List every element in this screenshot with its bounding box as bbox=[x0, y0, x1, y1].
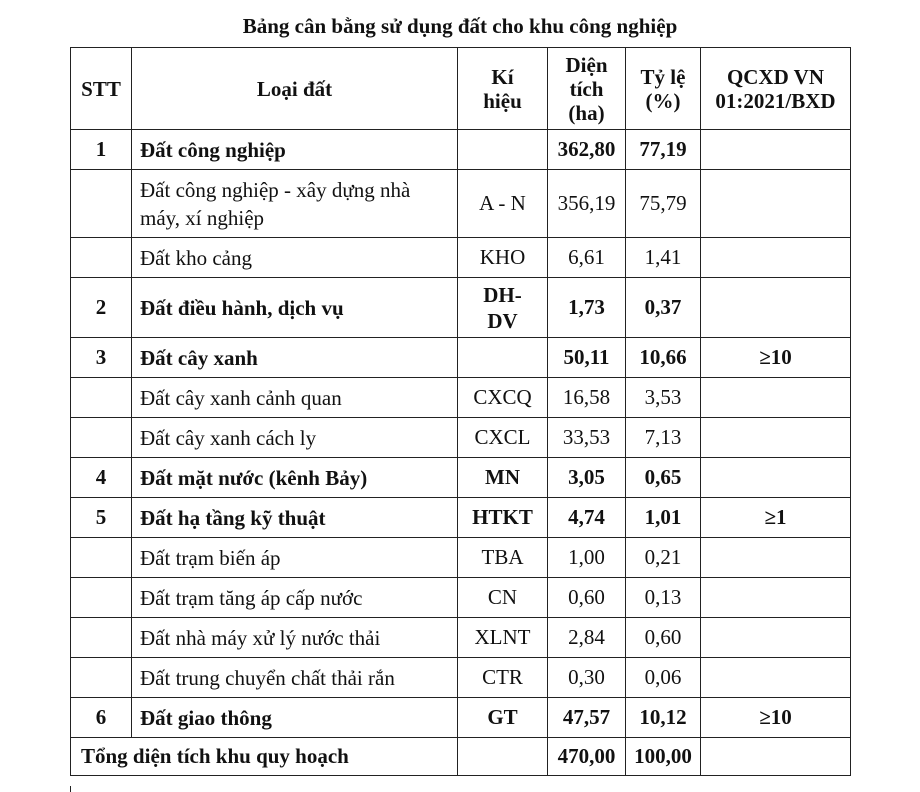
cell-ty-le: 10,12 bbox=[626, 698, 701, 738]
cell-qcxd bbox=[701, 170, 851, 238]
total-qcxd bbox=[701, 738, 851, 776]
cell-dien-tich: 0,60 bbox=[548, 578, 626, 618]
total-ki-hieu bbox=[458, 738, 548, 776]
header-loai-dat: Loại đất bbox=[132, 48, 458, 130]
total-row bbox=[71, 738, 851, 776]
land-use-table bbox=[70, 47, 851, 776]
cell-ki-hieu: TBA bbox=[458, 538, 548, 578]
cell-dien-tich: 47,57 bbox=[548, 698, 626, 738]
cell-loai-dat: Đất mặt nước (kênh Bảy) bbox=[132, 458, 458, 498]
cell-stt bbox=[71, 238, 132, 278]
cell-qcxd bbox=[701, 458, 851, 498]
cell-ki-hieu bbox=[458, 338, 548, 378]
cell-ty-le: 0,06 bbox=[626, 658, 701, 698]
cell-ki-hieu: MN bbox=[458, 458, 548, 498]
cell-qcxd bbox=[701, 278, 851, 338]
next-row-edge bbox=[70, 786, 920, 792]
cell-loai-dat: Đất điều hành, dịch vụ bbox=[132, 278, 458, 338]
cell-dien-tich: 6,61 bbox=[548, 238, 626, 278]
cell-stt: 4 bbox=[71, 458, 132, 498]
cell-loai-dat: Đất hạ tầng kỹ thuật bbox=[132, 498, 458, 538]
header-row bbox=[71, 48, 851, 130]
cell-ki-hieu bbox=[458, 130, 548, 170]
cell-dien-tich: 16,58 bbox=[548, 378, 626, 418]
cell-qcxd bbox=[701, 578, 851, 618]
cell-dien-tich: 1,73 bbox=[548, 278, 626, 338]
cell-ki-hieu: KHO bbox=[458, 238, 548, 278]
cell-loai-dat: Đất công nghiệp - xây dựng nhà máy, xí nghiệp bbox=[132, 170, 458, 238]
cell-ki-hieu: HTKT bbox=[458, 498, 548, 538]
cell-qcxd bbox=[701, 538, 851, 578]
cell-stt: 3 bbox=[71, 338, 132, 378]
cell-ki-hieu: GT bbox=[458, 698, 548, 738]
table-row bbox=[71, 498, 851, 538]
cell-stt: 2 bbox=[71, 278, 132, 338]
table-row bbox=[71, 278, 851, 338]
header-qcxd: QCXD VN 01:2021/BXD bbox=[701, 48, 851, 130]
cell-dien-tich: 356,19 bbox=[548, 170, 626, 238]
header-ki-hieu: Kí hiệu bbox=[458, 48, 548, 130]
cell-ty-le: 10,66 bbox=[626, 338, 701, 378]
cell-dien-tich: 2,84 bbox=[548, 618, 626, 658]
header-ty-le: Tỷ lệ (%) bbox=[626, 48, 701, 130]
cell-stt bbox=[71, 658, 132, 698]
table-row bbox=[71, 658, 851, 698]
cell-stt: 5 bbox=[71, 498, 132, 538]
header-dien-tich: Diện tích (ha) bbox=[548, 48, 626, 130]
total-dien-tich: 470,00 bbox=[548, 738, 626, 776]
table-row bbox=[71, 238, 851, 278]
cell-dien-tich: 3,05 bbox=[548, 458, 626, 498]
cell-ki-hieu: CTR bbox=[458, 658, 548, 698]
table-row bbox=[71, 578, 851, 618]
cell-loai-dat: Đất nhà máy xử lý nước thải bbox=[132, 618, 458, 658]
cell-ki-hieu: CXCL bbox=[458, 418, 548, 458]
cell-ty-le: 0,21 bbox=[626, 538, 701, 578]
cell-stt bbox=[71, 418, 132, 458]
cell-dien-tich: 4,74 bbox=[548, 498, 626, 538]
table-row bbox=[71, 458, 851, 498]
cell-ki-hieu: CXCQ bbox=[458, 378, 548, 418]
cell-ki-hieu: A - N bbox=[458, 170, 548, 238]
cell-stt bbox=[71, 618, 132, 658]
total-ty-le: 100,00 bbox=[626, 738, 701, 776]
header-stt: STT bbox=[71, 48, 132, 130]
total-label: Tổng diện tích khu quy hoạch bbox=[71, 738, 458, 776]
cell-dien-tich: 50,11 bbox=[548, 338, 626, 378]
cell-ki-hieu: DH-DV bbox=[458, 278, 548, 338]
cell-qcxd: ≥1 bbox=[701, 498, 851, 538]
cell-qcxd bbox=[701, 618, 851, 658]
cell-qcxd bbox=[701, 130, 851, 170]
cell-ty-le: 0,60 bbox=[626, 618, 701, 658]
cell-loai-dat: Đất công nghiệp bbox=[132, 130, 458, 170]
cell-qcxd bbox=[701, 238, 851, 278]
cell-qcxd: ≥10 bbox=[701, 338, 851, 378]
cell-ty-le: 0,65 bbox=[626, 458, 701, 498]
cell-loai-dat: Đất cây xanh cách ly bbox=[132, 418, 458, 458]
cell-stt: 6 bbox=[71, 698, 132, 738]
cell-dien-tich: 0,30 bbox=[548, 658, 626, 698]
cell-loai-dat: Đất giao thông bbox=[132, 698, 458, 738]
cell-ty-le: 1,01 bbox=[626, 498, 701, 538]
table-row bbox=[71, 130, 851, 170]
cell-dien-tich: 362,80 bbox=[548, 130, 626, 170]
cell-ty-le: 77,19 bbox=[626, 130, 701, 170]
cell-ty-le: 7,13 bbox=[626, 418, 701, 458]
cell-ty-le: 0,37 bbox=[626, 278, 701, 338]
cell-qcxd: ≥10 bbox=[701, 698, 851, 738]
cell-qcxd bbox=[701, 378, 851, 418]
cell-ty-le: 75,79 bbox=[626, 170, 701, 238]
cell-ki-hieu: XLNT bbox=[458, 618, 548, 658]
cell-stt bbox=[71, 538, 132, 578]
cell-stt bbox=[71, 578, 132, 618]
cell-qcxd bbox=[701, 418, 851, 458]
table-title: Bảng cân bằng sử dụng đất cho khu công nghiệp bbox=[242, 14, 678, 38]
cell-loai-dat: Đất trạm biến áp bbox=[132, 538, 458, 578]
table-row bbox=[71, 378, 851, 418]
cell-dien-tich: 1,00 bbox=[548, 538, 626, 578]
cell-ty-le: 3,53 bbox=[626, 378, 701, 418]
cell-ki-hieu: CN bbox=[458, 578, 548, 618]
cell-loai-dat: Đất kho cảng bbox=[132, 238, 458, 278]
cell-loai-dat: Đất trạm tăng áp cấp nước bbox=[132, 578, 458, 618]
cell-loai-dat: Đất cây xanh bbox=[132, 338, 458, 378]
table-row bbox=[71, 170, 851, 238]
cell-ty-le: 0,13 bbox=[626, 578, 701, 618]
cell-loai-dat: Đất trung chuyển chất thải rắn bbox=[132, 658, 458, 698]
table-row bbox=[71, 618, 851, 658]
cell-stt bbox=[71, 170, 132, 238]
cell-loai-dat: Đất cây xanh cảnh quan bbox=[132, 378, 458, 418]
cell-dien-tich: 33,53 bbox=[548, 418, 626, 458]
cell-qcxd bbox=[701, 658, 851, 698]
table-row bbox=[71, 338, 851, 378]
table-row bbox=[71, 418, 851, 458]
cell-stt: 1 bbox=[71, 130, 132, 170]
cell-ty-le: 1,41 bbox=[626, 238, 701, 278]
table-row bbox=[71, 538, 851, 578]
cell-stt bbox=[71, 378, 132, 418]
table-row bbox=[71, 698, 851, 738]
